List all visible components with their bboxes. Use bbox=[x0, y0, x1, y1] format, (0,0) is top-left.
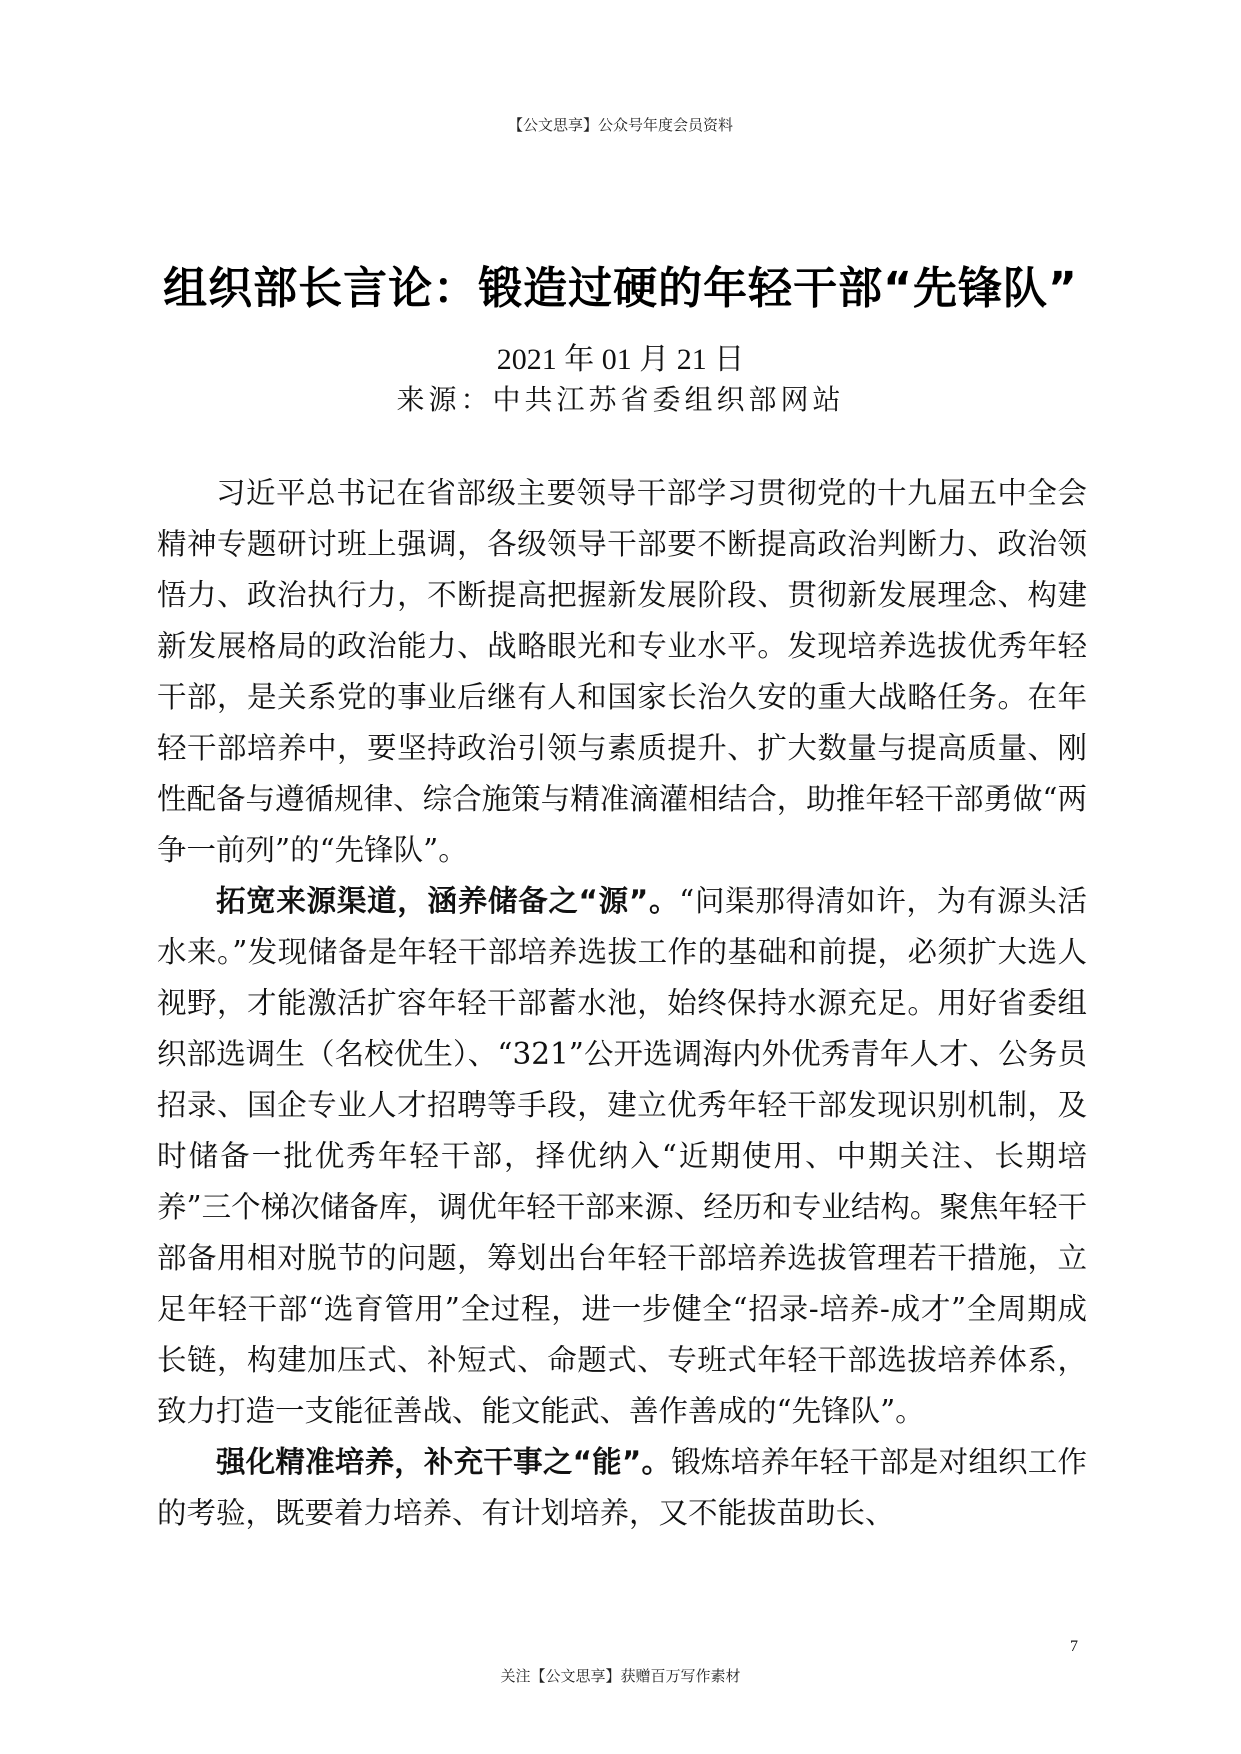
paragraph-text: “问渠那得清如许，为有源头活水来。”发现储备是年轻干部培养选拔工作的基础和前提，必须扩大选人视野，才能激活扩容年轻干部蓄水池，始终保持水源充足。用好省委组织部选调生（名校优生）、“321”公开选调海内外优秀青年人才、公务员招录、国企专业人才招聘等手段，建立优秀年轻干部发现识别机制，及时储备一批优秀年轻干部，择优纳入“近期使用、中期关注、长期培养”三个梯次储备库，调优年轻干部来源、经历和专业结构。聚焦年轻干部备用相对脱节的问题，筹划出台年轻干部培养选拔管理若干措施，立足年轻干部“选育管用”全过程，进一步健全“招录-培养-成才”全周期成长链，构建加压式、补短式、命题式、专班式年轻干部选拔培养体系，致力打造一支能征善战、能文能武、善作善成的“先锋队”。 bbox=[157, 884, 1087, 1428]
paragraph-precise-training bbox=[157, 1437, 1087, 1539]
article-body bbox=[157, 468, 1087, 1539]
article-title: 组织部长言论：锻造过硬的年轻干部“先锋队” bbox=[163, 263, 1078, 314]
paragraph-text: 锻炼培养年轻干部是对组织工作的考验，既要着力培养、有计划培养，又不能拔苗助长、 bbox=[157, 1445, 1087, 1530]
paragraph-lead-heading: 拓宽来源渠道，涵养储备之“源”。 bbox=[216, 884, 680, 918]
paragraph-lead-heading: 强化精准培养，补充干事之“能”。 bbox=[216, 1445, 672, 1479]
page-number: 7 bbox=[1070, 1638, 1078, 1655]
page-header: 【公文思享】公众号年度会员资料 bbox=[507, 116, 733, 134]
page-footer: 关注【公文思享】获赠百万写作素材 bbox=[500, 1667, 741, 1685]
paragraph-intro bbox=[157, 468, 1087, 876]
article-date: 2021 年 01 月 21 日 bbox=[496, 343, 745, 376]
article-source: 来源：中共江苏省委组织部网站 bbox=[396, 383, 845, 416]
paragraph-text: 习近平总书记在省部级主要领导干部学习贯彻党的十九届五中全会精神专题研讨班上强调，各级领导干部要不断提高政治判断力、政治领悟力、政治执行力，不断提高把握新发展阶段、贯彻新发展理念、构建新发展格局的政治能力、战略眼光和专业水平。发现培养选拔优秀年轻干部，是关系党的事业后继有人和国家长治久安的重大战略任务。在年轻干部培养中，要坚持政治引领与素质提升、扩大数量与提高质量、刚性配备与遵循规律、综合施策与精准滴灌相结合，助推年轻干部勇做“两争一前列”的“先锋队”。 bbox=[157, 476, 1087, 867]
paragraph-source-channels bbox=[157, 876, 1087, 1437]
